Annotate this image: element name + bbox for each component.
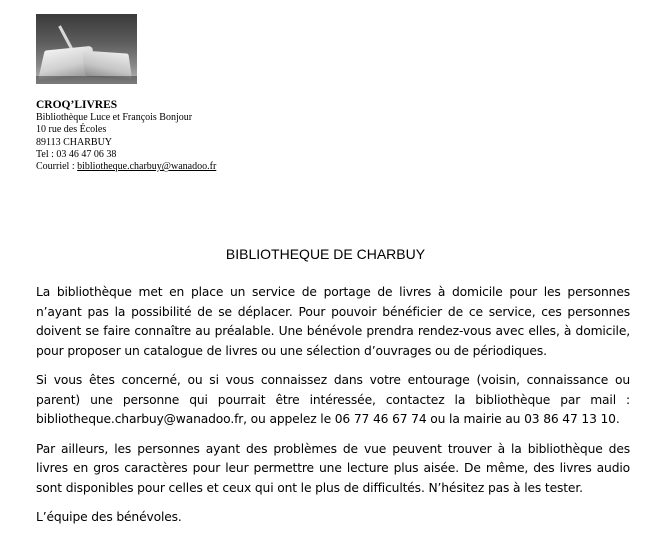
open-book-photo bbox=[36, 14, 137, 84]
photo-shadow bbox=[36, 76, 137, 84]
document-body bbox=[36, 283, 630, 538]
email-label: Courriel : bbox=[36, 161, 78, 173]
paragraph-large-print: Par ailleurs, les personnes ayant des problèmes de vue peuvent trouver à la bibliothèque des livres en gros caractères pour leur permettre une lecture plus aisée. De même, des livres audio sont disponibles pour celles et ceux qui ont le plus de difficultés. N’hésitez pas à les tester. bbox=[36, 441, 630, 495]
phone-line: Tel : 03 46 47 06 38 bbox=[36, 148, 117, 160]
email-link[interactable]: bibliotheque.charbuy@wanadoo.fr bbox=[77, 161, 217, 173]
city-line: 89113 CHARBUY bbox=[36, 136, 113, 148]
paragraph-contact: Si vous êtes concerné, ou si vous connaissez dans votre entourage (voisin, connaissance ou parent) une personne qui pourrait être intéressée, contactez la bibliothèque par mail : bibliotheque.charbuy@wanadoo.fr, ou appelez le 06 77 46 67 74 ou la mairie au 03 86 47 13 10. bbox=[36, 373, 630, 426]
paragraph-service: La bibliothèque met en place un service de portage de livres à domicile pour les personnes n’ayant pas la possibilité de se déplacer. Pour pouvoir bénéficier de ce service, ces personnes doivent se faire connaître au préalable. Une bénévole prendra rendez-vous avec elles, à domicile, pour proposer un catalogue de livres ou une sélection d’ouvrages ou de périodiques. bbox=[36, 285, 630, 358]
document-title: BIBLIOTHEQUE DE CHARBUY bbox=[225, 246, 426, 262]
letterhead-address bbox=[36, 98, 216, 173]
org-name: CROQ’LIVRES bbox=[36, 99, 118, 111]
library-name: Bibliothèque Luce et François Bonjour bbox=[36, 112, 193, 123]
paragraph-signature: L’équipe des bénévoles. bbox=[36, 510, 182, 524]
email-line bbox=[36, 161, 216, 173]
street-address: 10 rue des Écoles bbox=[36, 124, 107, 136]
